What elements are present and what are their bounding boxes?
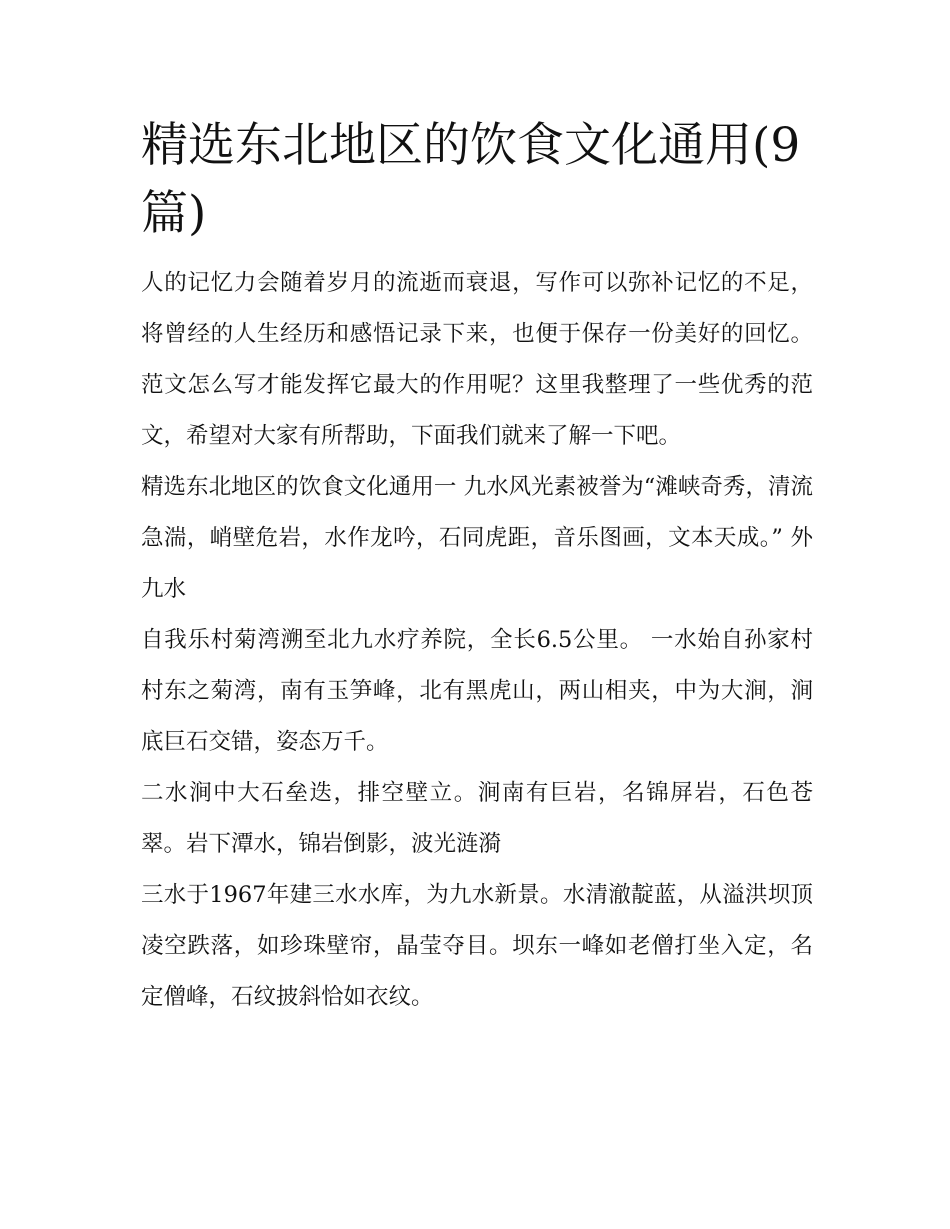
paragraph-intro: 人的记忆力会随着岁月的流逝而衰退，写作可以弥补记忆的不足，将曾经的人生经历和感悟记录下来，也便于保存一份美好的回忆。范文怎么写才能发挥它最大的作用呢？这里我整理了一些优秀的范文，希望对大家有所帮助，下面我们就来了解一下吧。	[141, 270, 813, 449]
document-body	[141, 112, 813, 1023]
document-title: 精选东北地区的饮食文化通用(9篇)	[141, 118, 801, 241]
paragraph-1: 精选东北地区的饮食文化通用一 九水风光素被誉为“滩峡奇秀，清流急湍，峭壁危岩，水作龙吟，石同虎距，音乐图画，文本天成。” 外九水	[141, 474, 813, 602]
paragraph-4: 三水于1967年建三水水库，为九水新景。水清澈靛蓝，从溢洪坝顶凌空跌落，如珍珠壁帘，晶莹夺目。坝东一峰如老僧打坐入定，名定僧峰，石纹披斜恰如衣纹。	[141, 882, 813, 1010]
paragraph-2: 自我乐村菊湾溯至北九水疗养院，全长6.5公里。 一水始自孙家村村东之菊湾，南有玉笋峰，北有黑虎山，两山相夹，中为大涧，涧底巨石交错，姿态万千。	[141, 627, 813, 755]
paragraph-3: 二水涧中大石垒迭，排空壁立。涧南有巨岩，名锦屏岩，石色苍翠。岩下潭水，锦岩倒影，波光涟漪	[141, 780, 813, 857]
